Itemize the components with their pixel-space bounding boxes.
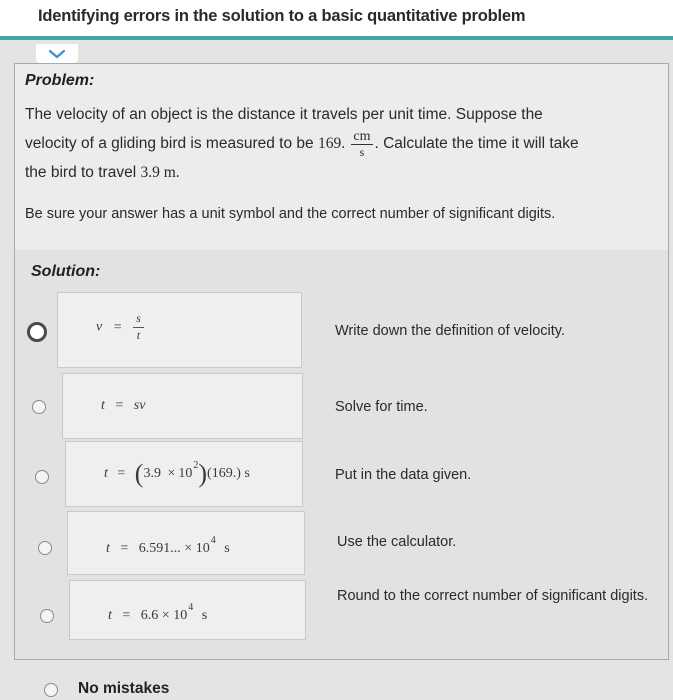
step-1-radio[interactable] xyxy=(27,322,47,342)
step-5-radio[interactable] xyxy=(40,609,54,623)
top-bar xyxy=(0,0,673,40)
step-1-equals: = xyxy=(113,319,122,335)
step-3-times: × xyxy=(167,466,176,482)
step-3-unit: s xyxy=(244,466,250,482)
step-3-velocity: (169.) xyxy=(207,466,241,482)
step-4-math xyxy=(106,535,230,557)
step-1-fraction xyxy=(133,312,144,343)
step-5-math xyxy=(108,602,207,624)
step-2-math xyxy=(101,398,145,414)
no-mistakes-label[interactable]: No mistakes xyxy=(78,680,170,697)
step-3-lhs: t xyxy=(104,466,108,482)
step-1-math xyxy=(96,312,144,343)
problem-panel xyxy=(14,63,669,251)
step-2-radio[interactable] xyxy=(32,400,46,414)
step-1-box xyxy=(57,292,302,368)
step-2-lhs: t xyxy=(101,398,105,413)
significant-digits-note: Be sure your answer has a unit symbol and the correct number of significant digits. xyxy=(25,206,556,222)
step-3-close-paren: ) xyxy=(198,459,208,488)
problem-label: Problem: xyxy=(25,72,95,89)
step-4-value: 6.591... × 10 xyxy=(138,541,210,556)
step-3-distance-mantissa: 3.9 xyxy=(143,466,161,482)
step-5-unit: s xyxy=(201,608,208,623)
step-1-lhs: v xyxy=(96,319,103,335)
step-5-exponent: 4 xyxy=(188,602,194,613)
step-3-description: Put in the data given. xyxy=(335,467,472,483)
velocity-unit-denominator: s xyxy=(359,145,365,159)
problem-text-line-2 xyxy=(25,130,579,158)
step-5-equals: = xyxy=(122,608,131,623)
step-1-denominator: t xyxy=(136,327,141,342)
step-4-description: Use the calculator. xyxy=(337,534,457,550)
step-4-exponent: 4 xyxy=(210,535,216,546)
velocity-unit-numerator: cm xyxy=(353,129,371,144)
problem-line-2-prefix: velocity of a gliding bird is measured to be xyxy=(25,135,314,153)
step-4-unit: s xyxy=(224,541,230,556)
step-3-open-paren: ( xyxy=(134,459,144,488)
step-5-lhs: t xyxy=(108,608,112,623)
step-3-radio[interactable] xyxy=(35,470,49,484)
step-2-description: Solve for time. xyxy=(335,399,428,415)
step-5-description: Round to the correct number of significant digits. xyxy=(337,588,649,604)
step-5-box xyxy=(69,580,306,640)
step-2-equals: = xyxy=(115,398,124,413)
velocity-unit xyxy=(351,130,372,158)
step-3-base: 10 xyxy=(178,466,193,482)
problem-line-2-suffix: . Calculate the time it will take xyxy=(374,135,579,153)
chevron-down-icon xyxy=(48,49,66,59)
distance-value: 3.9 m. xyxy=(140,164,180,181)
step-2-rhs: sv xyxy=(133,398,146,413)
problem-text-line-1: The velocity of an object is the distance it travels per unit time. Suppose the xyxy=(25,106,543,123)
step-1-numerator: s xyxy=(133,312,144,328)
step-1-description: Write down the definition of velocity. xyxy=(335,323,565,339)
step-3-box xyxy=(65,441,303,507)
step-4-lhs: t xyxy=(106,541,110,556)
step-4-radio[interactable] xyxy=(38,541,52,555)
problem-text-line-3 xyxy=(25,164,180,182)
step-3-exponent: 2 xyxy=(193,460,199,472)
step-5-value: 6.6 × 10 xyxy=(140,608,188,623)
page-title: Identifying errors in the solution to a basic quantitative problem xyxy=(38,7,526,25)
no-mistakes-radio[interactable] xyxy=(44,683,58,697)
step-3-math xyxy=(104,459,250,489)
step-2-box xyxy=(62,373,303,439)
solution-label: Solution: xyxy=(31,263,101,280)
velocity-value: 169. xyxy=(317,135,346,153)
step-4-box xyxy=(67,511,305,575)
step-3-equals: = xyxy=(117,466,126,482)
step-4-equals: = xyxy=(120,541,129,556)
collapse-button[interactable] xyxy=(36,44,78,63)
problem-line-3-prefix: the bird to travel xyxy=(25,164,137,181)
